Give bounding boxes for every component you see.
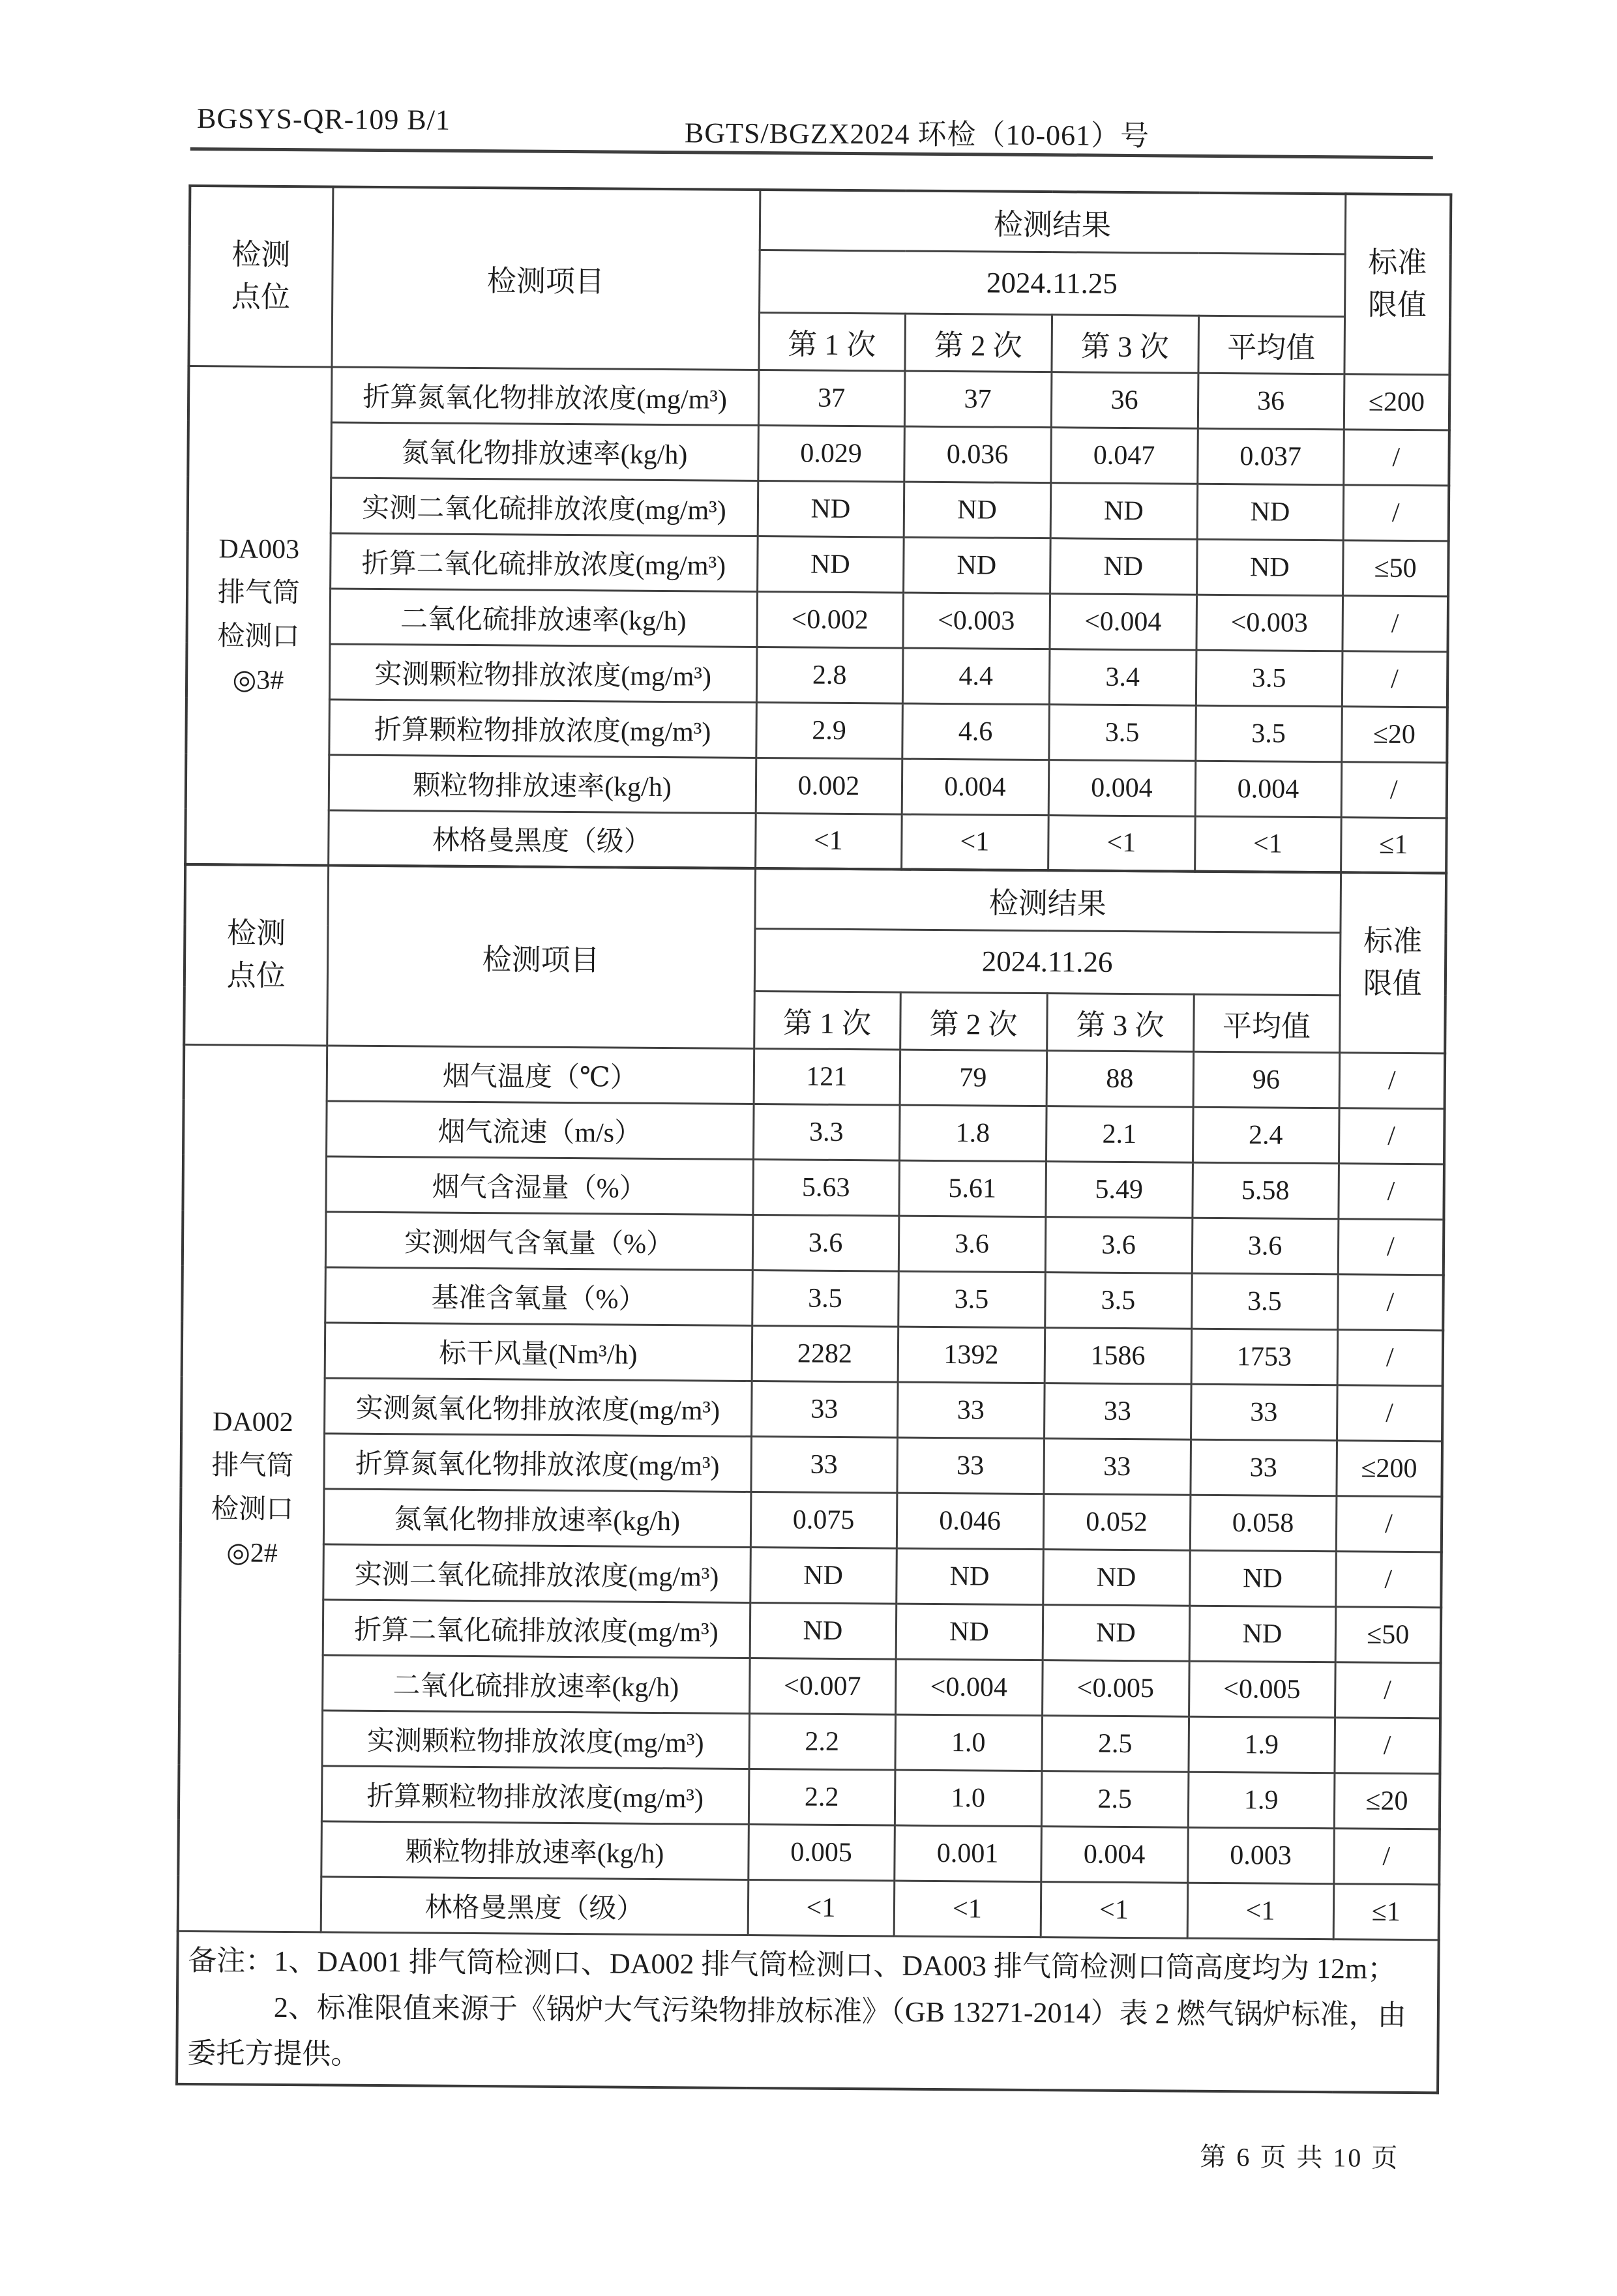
table-row	[179, 1654, 1441, 1718]
value-cell: 5.63	[752, 1159, 899, 1216]
run-header-avg: 平均值	[1193, 994, 1340, 1053]
value-cell: 0.075	[750, 1492, 897, 1548]
limit-cell: /	[1333, 1828, 1440, 1884]
item-cell: 烟气温度（℃）	[327, 1045, 754, 1104]
value-cell: 3.5	[1048, 704, 1196, 761]
limit-cell: ≤20	[1341, 706, 1447, 762]
limit-cell: ≤1	[1333, 1883, 1440, 1939]
table-row	[179, 1765, 1440, 1829]
value-cell: 0.037	[1197, 428, 1344, 485]
value-cell: 79	[900, 1050, 1047, 1106]
value-cell: ND	[1189, 1606, 1336, 1662]
value-cell: 5.58	[1192, 1162, 1339, 1219]
table-row	[179, 1709, 1440, 1774]
monitoring-point-line: ◎3#	[232, 665, 284, 696]
run-header-1: 第 1 次	[754, 991, 900, 1050]
value-cell: 0.052	[1043, 1494, 1191, 1550]
limit-cell: /	[1337, 1385, 1443, 1441]
value-cell: 33	[750, 1436, 897, 1493]
value-cell: 37	[758, 370, 905, 426]
value-cell: 3.3	[753, 1104, 900, 1160]
remark-line-2: 2、标准限值来源于《锅炉大气污染物排放标准》（GB 13271-2014）表 2 燃气锅炉标准，由	[273, 1991, 1406, 2031]
col-header-limit	[1339, 872, 1446, 1053]
value-cell: 33	[1044, 1383, 1191, 1439]
table-row	[180, 1543, 1442, 1607]
value-cell: 33	[1191, 1384, 1337, 1441]
limit-cell: ≤200	[1336, 1440, 1442, 1496]
table-row	[183, 1211, 1444, 1274]
value-cell: 0.047	[1050, 427, 1198, 484]
table-row	[183, 1100, 1445, 1164]
table-row	[186, 698, 1447, 762]
value-cell: 0.029	[758, 425, 904, 482]
monitoring-point-line: 排气筒	[217, 578, 300, 609]
col-header-results: 检测结果	[754, 868, 1341, 932]
value-cell: 3.6	[898, 1216, 1046, 1273]
value-cell: <0.002	[756, 591, 903, 648]
value-cell: 3.5	[752, 1270, 898, 1327]
value-cell: ND	[903, 537, 1050, 594]
value-cell: 5.49	[1045, 1161, 1193, 1218]
value-cell: <1	[1187, 1883, 1334, 1939]
limit-cell: /	[1342, 651, 1448, 707]
monitoring-point-cell	[178, 1044, 327, 1932]
value-cell: <0.004	[1049, 593, 1196, 650]
table-row	[178, 1820, 1440, 1884]
col-header-point	[188, 186, 333, 367]
table-row	[181, 1432, 1442, 1496]
item-cell: 林格曼黑度（级）	[328, 810, 756, 868]
value-cell: ND	[758, 480, 904, 537]
results-tables	[175, 184, 1449, 2095]
remarks	[177, 1931, 1439, 2093]
value-cell: ND	[1043, 1549, 1190, 1606]
table-row	[178, 1876, 1440, 1939]
limit-cell: /	[1334, 1717, 1440, 1773]
value-cell: 36	[1051, 372, 1198, 428]
value-cell: <1	[755, 813, 902, 870]
value-cell: ND	[896, 1604, 1043, 1660]
value-cell: 0.003	[1187, 1827, 1334, 1884]
limit-cell: /	[1336, 1495, 1442, 1552]
remark-row	[177, 1931, 1439, 2093]
limit-cell: /	[1343, 429, 1449, 485]
value-cell: 0.046	[897, 1493, 1044, 1550]
monitoring-point-line: DA002	[212, 1406, 293, 1437]
col-header-limit-line: 标准	[1363, 924, 1423, 958]
item-cell: 实测氮氧化物排放浓度(mg/m³)	[324, 1377, 752, 1436]
value-cell: ND	[1043, 1604, 1190, 1661]
item-cell: 折算二氧化硫排放浓度(mg/m³)	[330, 533, 758, 591]
date-header: 2024.11.25	[759, 250, 1345, 316]
value-cell: <1	[1194, 816, 1341, 873]
table-row	[188, 477, 1449, 540]
item-cell: 折算氮氧化物排放浓度(mg/m³)	[323, 1433, 751, 1492]
page-number: 第 6 页 共 10 页	[1200, 2141, 1400, 2173]
value-cell: ND	[1050, 538, 1197, 595]
run-header-3: 第 3 次	[1051, 314, 1198, 373]
value-cell: 33	[897, 1437, 1044, 1494]
value-cell: 0.005	[748, 1824, 895, 1881]
value-cell: 1392	[898, 1327, 1045, 1383]
value-cell: 3.5	[898, 1271, 1045, 1328]
value-cell: 3.6	[1045, 1216, 1193, 1273]
value-cell: 3.4	[1049, 649, 1196, 705]
monitoring-point-line: ◎2#	[226, 1538, 278, 1569]
item-cell: 标干风量(Nm³/h)	[325, 1322, 752, 1381]
table-row	[181, 1488, 1442, 1552]
col-header-point-line: 检测	[226, 917, 286, 950]
col-header-results: 检测结果	[760, 190, 1346, 254]
value-cell: <0.004	[895, 1659, 1043, 1716]
value-cell: 0.002	[756, 758, 902, 814]
value-cell: ND	[904, 482, 1051, 538]
value-cell: 2.2	[749, 1713, 895, 1770]
table-row	[188, 421, 1449, 485]
value-cell: ND	[750, 1602, 897, 1659]
value-cell: ND	[1196, 539, 1343, 596]
item-cell: 实测烟气含氧量（%）	[325, 1211, 753, 1270]
limit-cell: ≤1	[1341, 817, 1447, 873]
remark-line-3: 委托方提供。	[187, 2037, 360, 2070]
value-cell: 0.004	[1048, 759, 1196, 816]
date-header: 2024.11.26	[754, 928, 1341, 995]
value-cell: ND	[1050, 482, 1198, 539]
limit-cell: /	[1337, 1274, 1444, 1330]
item-cell: 颗粒物排放速率(kg/h)	[329, 754, 756, 813]
item-cell: 颗粒物排放速率(kg/h)	[321, 1821, 749, 1879]
value-cell: 1586	[1045, 1327, 1192, 1384]
value-cell: <1	[894, 1881, 1041, 1937]
limit-cell: /	[1341, 761, 1447, 817]
item-cell: 实测二氧化硫排放浓度(mg/m³)	[323, 1544, 750, 1602]
value-cell: ND	[1197, 484, 1344, 540]
remark-line-1: 备注：1、DA001 排气筒检测口、DA002 排气筒检测口、DA003 排气筒检测口筒高度均为 12m；	[188, 1944, 1397, 1985]
col-header-point-line: 点位	[231, 280, 291, 314]
col-header-item: 检测项目	[327, 865, 755, 1048]
value-cell: 1.0	[895, 1715, 1042, 1771]
col-header-limit	[1344, 194, 1451, 374]
run-header-avg: 平均值	[1198, 316, 1344, 374]
table-row	[182, 1266, 1444, 1330]
item-cell: 二氧化硫排放速率(kg/h)	[322, 1655, 750, 1713]
value-cell: <1	[748, 1879, 895, 1936]
emissions-table-2024-11-25	[184, 184, 1452, 875]
value-cell: 1.8	[899, 1105, 1046, 1162]
col-header-point-line: 点位	[226, 959, 286, 993]
value-cell: 33	[1043, 1438, 1191, 1495]
value-cell: 96	[1193, 1052, 1340, 1108]
limit-cell: /	[1335, 1662, 1441, 1718]
run-header-3: 第 3 次	[1046, 993, 1194, 1052]
limit-cell: /	[1339, 1108, 1445, 1164]
emissions-table-2024-11-26	[175, 863, 1447, 2095]
table-row	[186, 643, 1448, 707]
limit-cell: ≤50	[1343, 540, 1449, 596]
value-cell: 3.5	[1195, 705, 1342, 762]
monitoring-point-line: DA003	[218, 534, 300, 565]
table-row	[186, 754, 1447, 817]
value-cell: 3.6	[752, 1214, 899, 1271]
col-header-limit-line: 标准	[1368, 246, 1427, 280]
item-cell: 二氧化硫排放速率(kg/h)	[330, 588, 758, 647]
item-cell: 折算颗粒物排放浓度(mg/m³)	[321, 1765, 749, 1824]
value-cell: 3.6	[1192, 1218, 1339, 1274]
table-row	[188, 366, 1450, 430]
limit-cell: ≤50	[1335, 1606, 1442, 1662]
value-cell: 2.5	[1041, 1715, 1189, 1772]
value-cell: <1	[1041, 1881, 1188, 1938]
table-row	[185, 809, 1447, 873]
value-cell: 2282	[752, 1325, 898, 1382]
item-cell: 折算颗粒物排放浓度(mg/m³)	[329, 699, 756, 758]
value-cell: ND	[896, 1548, 1043, 1605]
value-cell: 3.5	[1045, 1272, 1192, 1329]
table-row	[187, 587, 1449, 651]
value-cell: ND	[750, 1547, 897, 1604]
value-cell: 0.036	[904, 426, 1051, 483]
value-cell: 0.004	[1195, 761, 1342, 817]
value-cell: 0.004	[1041, 1826, 1188, 1883]
run-header-1: 第 1 次	[758, 312, 905, 371]
table-row	[183, 1155, 1444, 1219]
item-cell: 氮氧化物排放速率(kg/h)	[323, 1488, 751, 1547]
report-number: BGTS/BGZX2024 环检（10-061）号	[684, 117, 1150, 153]
limit-cell: /	[1335, 1551, 1442, 1607]
table-row	[182, 1321, 1444, 1385]
col-header-item: 检测项目	[331, 186, 760, 370]
limit-cell: /	[1342, 595, 1448, 651]
value-cell: <0.003	[902, 593, 1050, 649]
limit-cell: ≤20	[1334, 1773, 1440, 1829]
monitoring-point-line: 检测口	[217, 621, 300, 653]
col-header-point-line: 检测	[231, 238, 291, 272]
limit-cell: /	[1338, 1163, 1444, 1219]
limit-cell: /	[1338, 1218, 1444, 1274]
value-cell: 121	[754, 1048, 900, 1105]
run-header-2: 第 2 次	[904, 314, 1052, 372]
value-cell: 0.004	[902, 759, 1049, 816]
item-cell: 实测二氧化硫排放浓度(mg/m³)	[331, 477, 758, 536]
item-cell: 烟气流速（m/s）	[326, 1100, 754, 1159]
item-cell: 实测颗粒物排放浓度(mg/m³)	[321, 1710, 749, 1769]
value-cell: <1	[901, 814, 1048, 871]
value-cell: 33	[1190, 1439, 1337, 1496]
value-cell: ND	[1189, 1550, 1336, 1607]
item-cell: 林格曼黑度（级）	[321, 1876, 749, 1935]
value-cell: 3.5	[1191, 1273, 1338, 1330]
value-cell: <0.003	[1196, 595, 1343, 651]
col-header-limit-line: 限值	[1363, 967, 1422, 1001]
value-cell: <0.007	[749, 1658, 896, 1715]
value-cell: 1.0	[895, 1770, 1042, 1827]
value-cell: 2.5	[1041, 1771, 1189, 1827]
monitoring-point-cell	[185, 366, 331, 866]
value-cell: 2.4	[1193, 1107, 1339, 1164]
limit-cell: /	[1337, 1329, 1444, 1385]
col-header-limit-line: 限值	[1367, 288, 1427, 322]
value-cell: 33	[751, 1381, 898, 1437]
table-row	[180, 1598, 1442, 1663]
value-cell: 37	[904, 371, 1052, 428]
value-cell: 0.058	[1190, 1495, 1337, 1552]
value-cell: 3.5	[1196, 650, 1343, 707]
table-row	[181, 1377, 1443, 1441]
run-header-2: 第 2 次	[900, 992, 1047, 1051]
value-cell: <1	[1048, 815, 1195, 872]
value-cell: 33	[897, 1382, 1045, 1439]
value-cell: <0.005	[1042, 1660, 1189, 1716]
table-row	[187, 532, 1449, 596]
item-cell: 基准含氧量（%）	[325, 1267, 752, 1325]
item-cell: 实测颗粒物排放浓度(mg/m³)	[329, 643, 757, 702]
col-header-point	[184, 864, 328, 1046]
value-cell: 2.8	[756, 647, 903, 703]
value-cell: 2.9	[756, 702, 902, 759]
limit-cell: /	[1343, 484, 1449, 540]
value-cell: 4.6	[902, 703, 1049, 760]
item-cell: 氮氧化物排放速率(kg/h)	[331, 422, 758, 480]
value-cell: 2.1	[1046, 1106, 1193, 1162]
limit-cell: ≤200	[1344, 374, 1450, 430]
monitoring-point-line: 检测口	[211, 1494, 294, 1525]
value-cell: <0.005	[1189, 1661, 1335, 1718]
table-row	[184, 1044, 1446, 1108]
value-cell: 1.9	[1188, 1772, 1335, 1829]
value-cell: 2.2	[749, 1769, 895, 1825]
value-cell: 1.9	[1188, 1716, 1335, 1773]
value-cell: 36	[1198, 373, 1344, 430]
value-cell: 4.4	[902, 648, 1050, 705]
value-cell: 5.61	[898, 1160, 1046, 1217]
value-cell: 0.001	[894, 1825, 1041, 1882]
value-cell: 1753	[1191, 1329, 1338, 1385]
item-cell: 折算氮氧化物排放浓度(mg/m³)	[331, 366, 759, 425]
value-cell: 88	[1046, 1050, 1194, 1107]
item-cell: 烟气含湿量（%）	[325, 1156, 753, 1214]
limit-cell: /	[1339, 1052, 1446, 1108]
value-cell: ND	[757, 536, 904, 593]
item-cell: 折算二氧化硫排放浓度(mg/m³)	[323, 1599, 750, 1658]
monitoring-point-line: 排气筒	[211, 1450, 294, 1481]
form-code: BGSYS-QR-109 B/1	[196, 102, 451, 136]
